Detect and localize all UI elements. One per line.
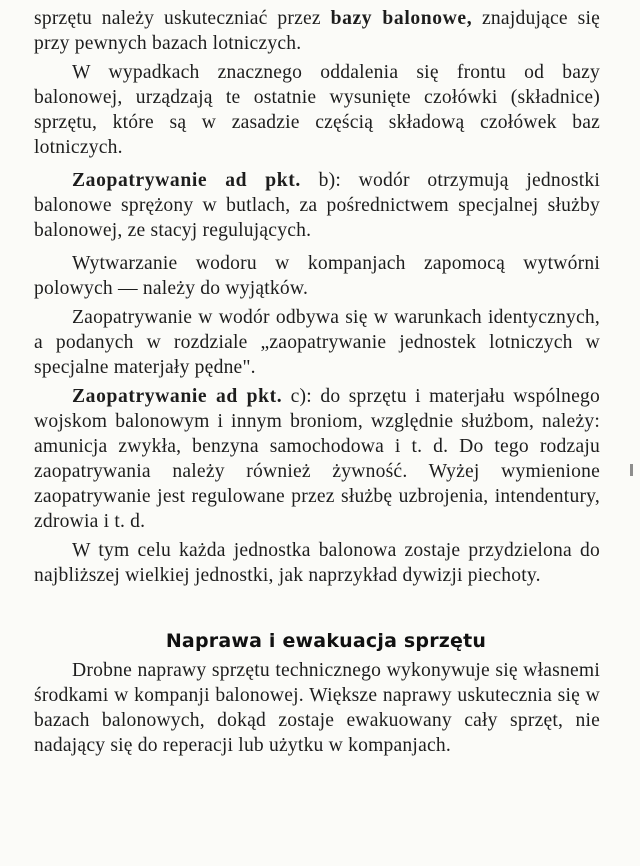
bold-term-bazy-balonowe: bazy balonowe,	[330, 8, 473, 29]
section-heading: Naprawa i ewakuacja sprzętu	[165, 630, 487, 652]
paragraph-text: znajdujące się przy pewnych bazach lotniczych.	[34, 8, 600, 54]
bold-term-zaopatrywanie: Zaopatrywanie ad pkt.	[72, 170, 301, 191]
paragraph-text: c): do sprzętu i materjału wspólnego wojskom balonowym i innym broniom, względnie służbom, należy: amunicja zwykła, benzyna samochodowa i t. d. Do tego rodzaju zaopatrywania należy również żywność. Wyżej wymienione zaopatrywanie jest regulowane przez służbę uzbrojenia, intendentury, zdrowia i t. d.	[34, 386, 600, 532]
scan-artifact	[630, 464, 633, 476]
paragraph-przydzial-jednostki: W tym celu każda jednostka balonowa zostaje przydzielona do najbliższej wielkiej jednostki, jak naprzykład dywizji piechoty.	[34, 540, 600, 586]
paragraph-zaopatrywanie-c	[34, 384, 600, 534]
bold-term-zaopatrywanie: Zaopatrywanie ad pkt.	[72, 386, 283, 407]
paragraph-zaopatrywanie-wodor: Zaopatrywanie w wodór odbywa się w warunkach identycznych, a podanych w rozdziale „zaopatrywanie jednostek lotniczych w specjalne materjały pędne".	[34, 307, 600, 378]
paragraph-zaopatrywanie-b	[34, 168, 600, 243]
paragraph-text: sprzętu należy uskuteczniać przez	[34, 8, 331, 29]
paragraph-naprawa: Drobne naprawy sprzętu technicznego wykonywuje się własnemi środkami w kompanji balonowej. Większe naprawy uskutecznia się w bazach balonowych, dokąd zostaje ewakuowany cały sprzęt, nie nadający się do reperacji lub użytku w kompanjach.	[34, 660, 600, 756]
text-block	[34, 6, 600, 758]
paragraph-wytwarzanie-wodoru: Wytwarzanie wodoru w kompanjach zapomocą wytwórni polowych — należy do wyjątków.	[34, 253, 600, 299]
paragraph-text: b): wodór otrzymują jednostki balonowe sprężony w butlach, za pośrednictwem specjalnej służby balonowej, ze stacyj regulujących.	[34, 170, 601, 241]
paragraph-oddalenie-frontu: W wypadkach znacznego oddalenia się frontu od bazy balonowej, urządzają te ostatnie wysunięte czołówki (składnice) sprzętu, które są w zasadzie częścią składową czołówek baz lotniczych.	[34, 62, 600, 158]
paragraph-continuation	[34, 6, 600, 56]
